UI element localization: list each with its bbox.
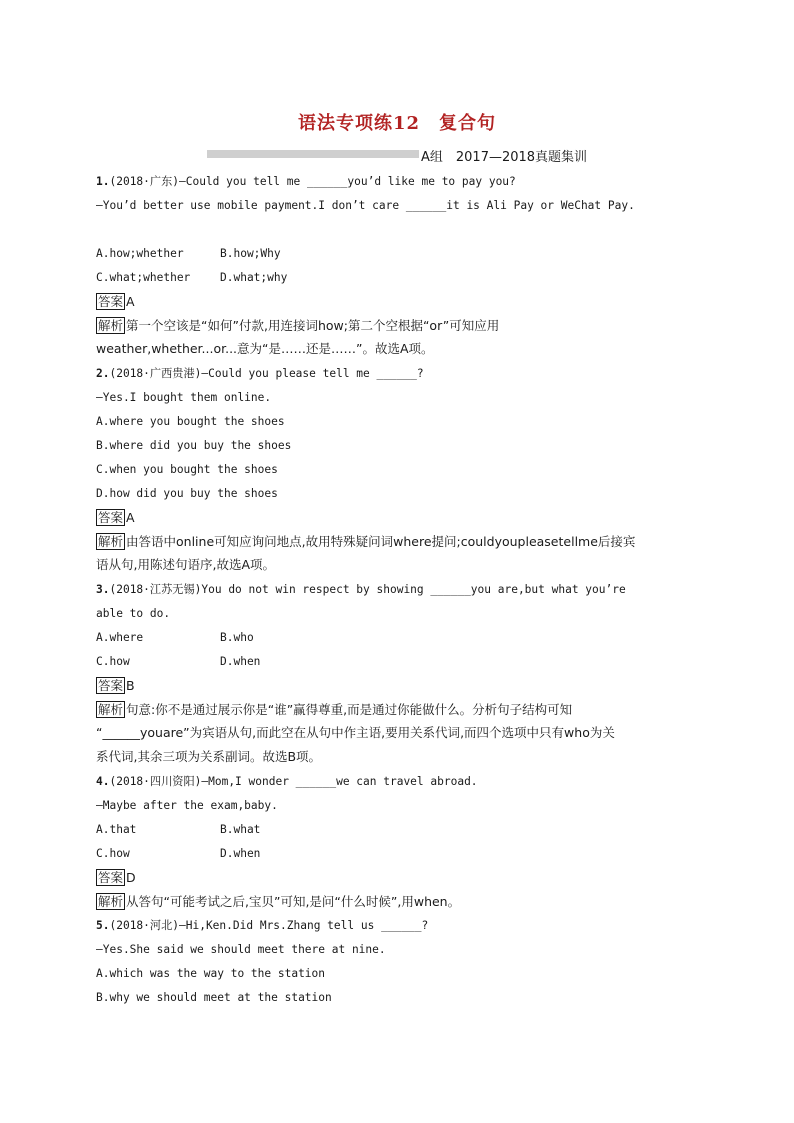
- question-4-number: 4.: [96, 775, 110, 788]
- question-2-option-c: C.when you bought the shoes: [96, 463, 278, 476]
- page-title: 语法专项练12 复合句: [297, 113, 497, 134]
- question-1-analysis-cont: weather,whether...or...意为“是……还是……”。故选A项。: [96, 341, 434, 356]
- question-4-option-a: A.that: [96, 823, 137, 836]
- question-3-analysis-cont-2: 系代词,其余三项为关系副词。故选B项。: [96, 749, 322, 764]
- question-1-reply: —You’d better use mobile payment.I don’t care ______it is Ali Pay or WeChat Pay.: [96, 199, 635, 212]
- answer-value: A: [126, 294, 135, 309]
- answer-tag: 答案: [98, 510, 124, 525]
- answer-tag: 答案: [98, 870, 124, 885]
- question-2-reply: —Yes.I bought them online.: [96, 391, 272, 404]
- question-2-answer: [96, 509, 135, 527]
- question-5-stem-text: (2018·河北)—Hi,Ken.Did Mrs.Zhang tell us ______?: [109, 919, 429, 932]
- analysis-tag: 解析: [98, 702, 124, 717]
- analysis-text: 由答语中online可知应询问地点,故用特殊疑问词where提问;couldyoupleasetellme后接宾: [126, 534, 636, 549]
- question-4-option-c: C.how: [96, 847, 130, 860]
- question-3-option-a: A.where: [96, 631, 144, 644]
- question-3-stem-cont: able to do.: [96, 607, 171, 620]
- analysis-tag: 解析: [98, 534, 124, 549]
- question-1-analysis: [96, 317, 499, 334]
- question-1-option-c: C.what;whether: [96, 271, 191, 284]
- analysis-tag: 解析: [98, 318, 124, 333]
- section-heading: A组 2017—2018真题集训: [421, 150, 588, 165]
- analysis-text: 句意:你不是通过展示你是“谁”赢得尊重,而是通过你能做什么。分析句子结构可知: [126, 702, 573, 717]
- question-3-answer: [96, 677, 135, 695]
- question-1-number: 1.: [96, 175, 110, 188]
- answer-tag: 答案: [98, 294, 124, 309]
- question-2-analysis: [96, 533, 635, 550]
- question-1-answer: [96, 293, 135, 311]
- question-3-analysis: [96, 701, 572, 718]
- question-1-option-d: D.what;why: [220, 271, 288, 284]
- analysis-text: 第一个空该是“如何”付款,用连接词how;第二个空根据“or”可知应用: [126, 318, 500, 333]
- question-3-option-d: D.when: [220, 655, 261, 668]
- question-1-stem-text: (2018·广东)—Could you tell me ______you’d like me to pay you?: [109, 175, 516, 188]
- question-4-answer: [96, 869, 136, 887]
- question-1-stem: [96, 174, 516, 190]
- question-4-stem-text: (2018·四川资阳)—Mom,I wonder ______we can travel abroad.: [109, 775, 478, 788]
- question-5-reply: —Yes.She said we should meet there at nine.: [96, 943, 386, 956]
- question-5-option-b: B.why we should meet at the station: [96, 991, 332, 1004]
- question-4-reply: —Maybe after the exam,baby.: [96, 799, 278, 812]
- answer-value: D: [126, 870, 136, 885]
- question-2-option-b: B.where did you buy the shoes: [96, 439, 292, 452]
- section-divider-bar: [207, 150, 419, 158]
- question-4-analysis: [96, 893, 460, 910]
- question-2-analysis-cont: 语从句,用陈述句语序,故选A项。: [96, 557, 275, 572]
- question-2-option-a: A.where you bought the shoes: [96, 415, 285, 428]
- question-1-option-b: B.how;Why: [220, 247, 281, 260]
- question-3-analysis-cont: “______youare”为宾语从句,而此空在从句中作主语,要用关系代词,而四个选项中只有who为关: [96, 725, 615, 740]
- question-5-stem: [96, 918, 428, 934]
- question-3-stem: [96, 582, 626, 598]
- question-3-stem-text: (2018·江苏无锡)You do not win respect by showing ______you are,but what you’re: [109, 583, 626, 596]
- question-2-number: 2.: [96, 367, 110, 380]
- question-4-option-d: D.when: [220, 847, 261, 860]
- question-4-stem: [96, 774, 478, 790]
- question-3-option-b: B.who: [220, 631, 254, 644]
- analysis-tag: 解析: [98, 894, 124, 909]
- question-5-option-a: A.which was the way to the station: [96, 967, 326, 980]
- question-2-stem: [96, 366, 424, 382]
- question-2-option-d: D.how did you buy the shoes: [96, 487, 278, 500]
- question-2-stem-text: (2018·广西贵港)—Could you please tell me ______?: [109, 367, 424, 380]
- answer-value: B: [126, 678, 135, 693]
- question-4-option-b: B.what: [220, 823, 261, 836]
- question-5-number: 5.: [96, 919, 110, 932]
- answer-tag: 答案: [98, 678, 124, 693]
- analysis-text: 从答句“可能考试之后,宝贝”可知,是问“什么时候”,用when。: [126, 894, 461, 909]
- question-1-option-a: A.how;whether: [96, 247, 184, 260]
- answer-value: A: [126, 510, 135, 525]
- question-3-number: 3.: [96, 583, 110, 596]
- question-3-option-c: C.how: [96, 655, 130, 668]
